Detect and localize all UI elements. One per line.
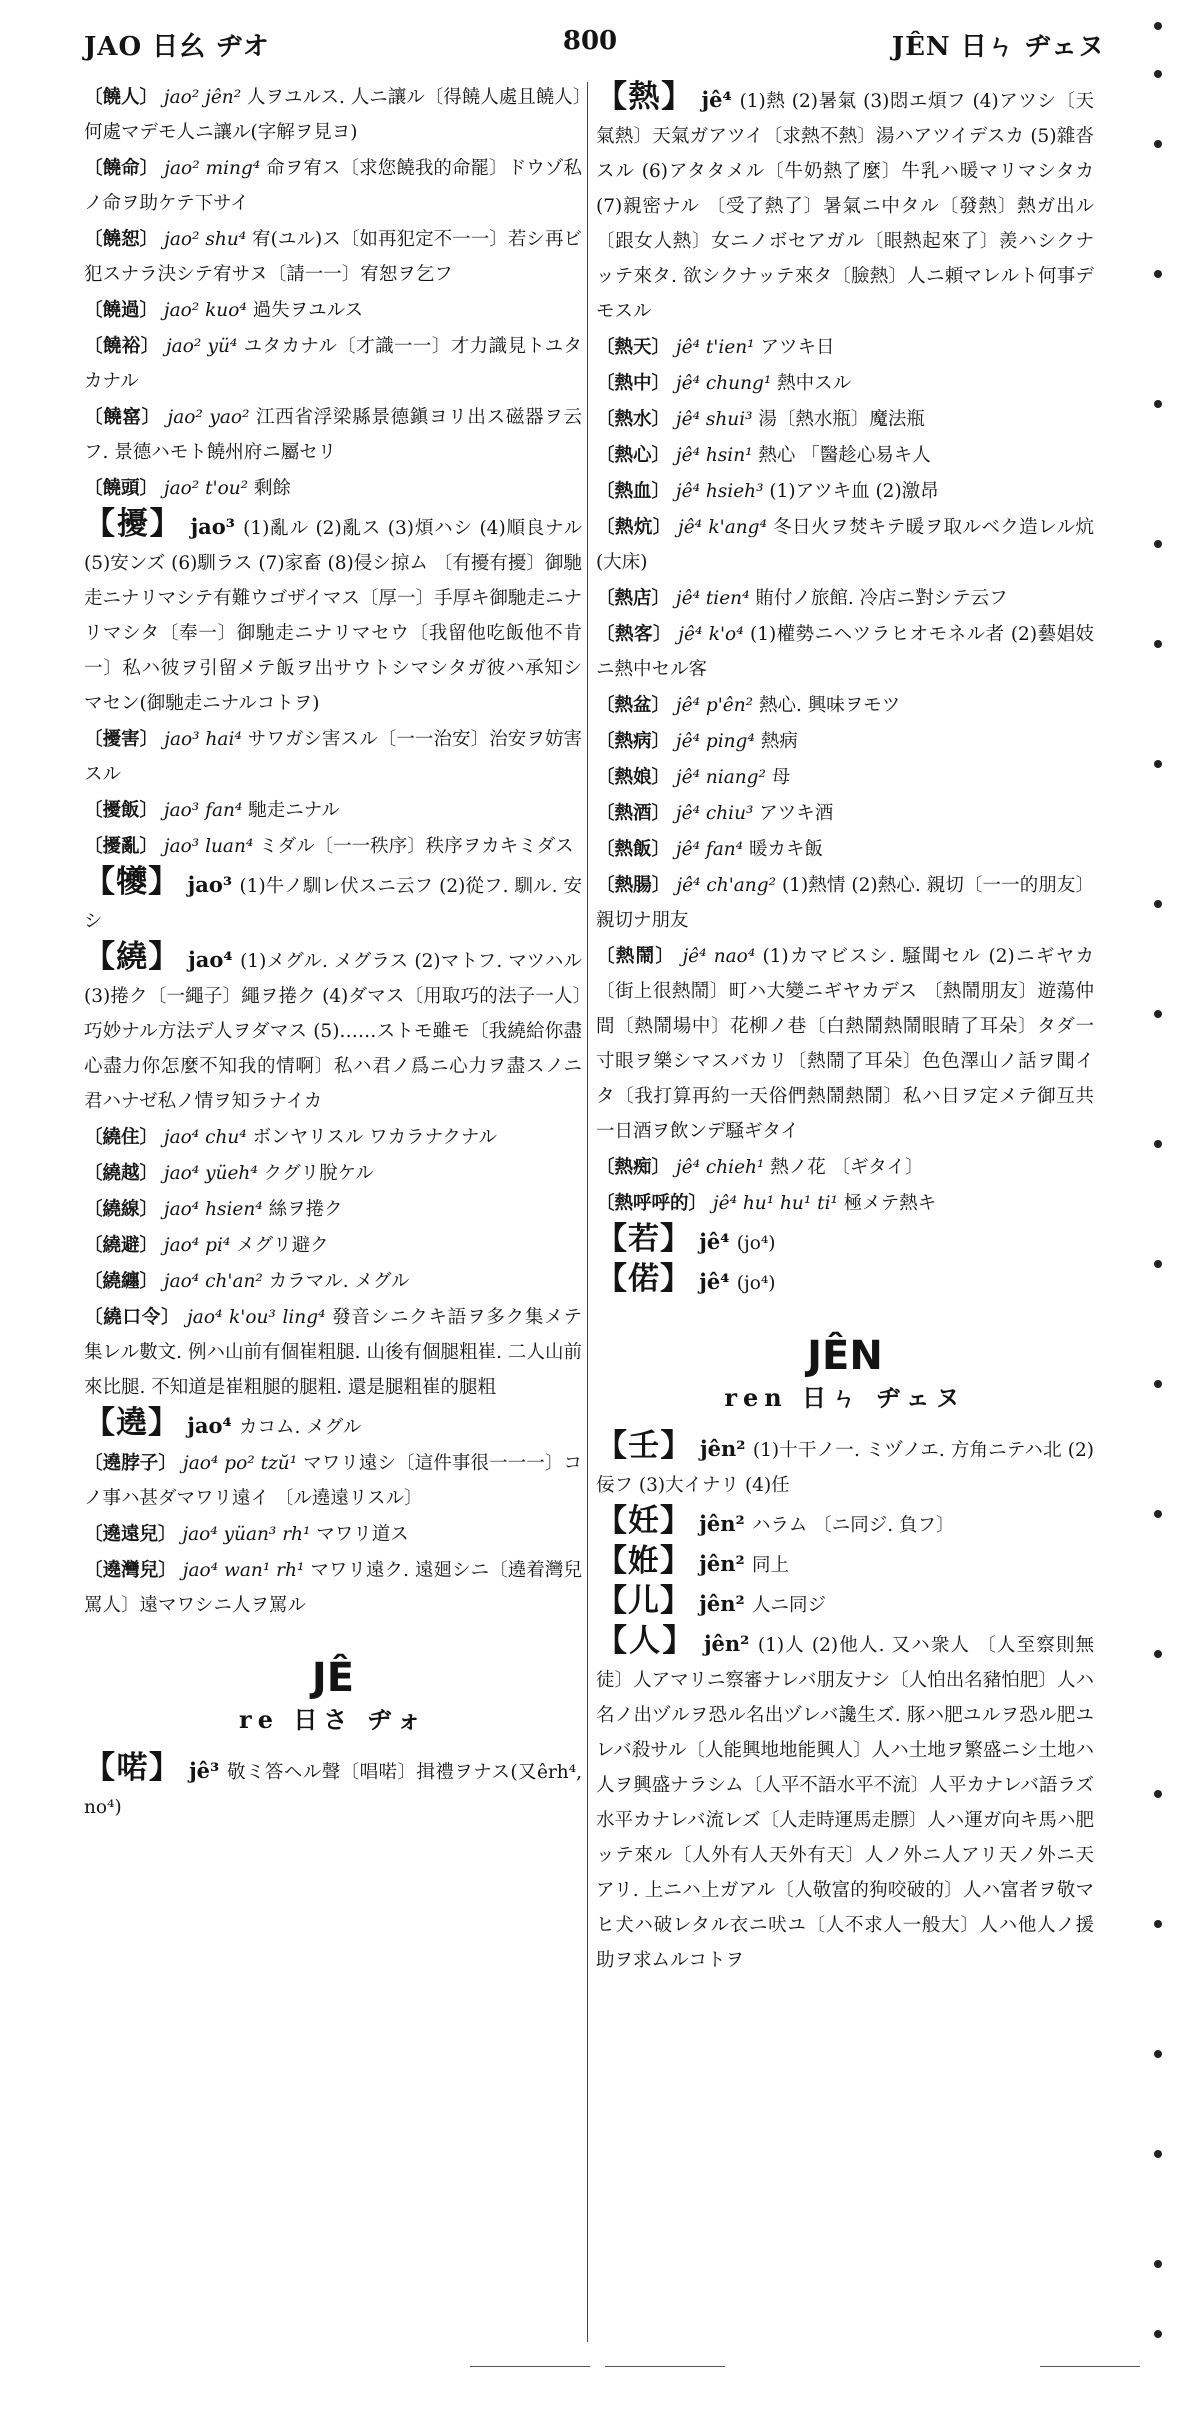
entry-definition: ハラム 〔ニ同ジ. 負フ〕 (752, 1515, 955, 1536)
entry-headword: 〔繞線〕 (84, 1199, 159, 1220)
entry-definition: 熱心 「醫趁心易キ人 (758, 445, 931, 466)
page-margin-specks (1146, 0, 1176, 2409)
dictionary-entry (84, 471, 582, 506)
entry-romanization: jao⁴ pi⁴ (158, 1235, 237, 1256)
margin-speck (1154, 1510, 1162, 1518)
entry-definition: カコム. メグル (239, 1417, 362, 1438)
entry-romanization: jao² jên² (158, 87, 247, 108)
entry-definition: 敬ミ答ヘル聲〔唱喏〕揖禮ヲナス(又êrh⁴, no⁴) (84, 1762, 583, 1818)
entry-headword: 【儿】 (596, 1583, 692, 1619)
entry-definition: (1)人 (2)他人. 又ハ衆人 〔人至察則無徒〕人アマリニ察審ナレバ朋友ナシ〔人怕出名豬怕肥〕人ハ名ノ出ヅルヲ恐ル名出ヅレバ讒生ズ. 豚ハ肥ユルヲ恐ル肥ユレバ殺サル〔人能興地地能興人〕人ハ土地ヲ繁盛ニシ土地ハ人ヲ興盛ナラシム〔人平不語水平不流〕人平カナレバ語ラズ水平カナレバ流レズ〔人走時運馬走膘〕人ハ運ガ向キ馬ハ肥ッテ來ル〔人外有人天外有天〕人ノ外ニ人アリ天ノ外ニ天アリ. 上ニハ上ガアル〔人敬富的狗咬破的〕人ハ富者ヲ敬マヒ犬ハ破レタル衣ニ吠ユ〔人不求人一般大〕人ハ他人ノ援助ヲ求ムルコトヲ (596, 1635, 1095, 1971)
entry-definition: (jo⁴) (736, 1273, 776, 1294)
entry-definition: (jo⁴) (736, 1233, 776, 1254)
margin-speck (1154, 70, 1162, 78)
entry-headword: 〔熱天〕 (596, 337, 671, 358)
bottom-rule (1040, 2366, 1140, 2367)
dictionary-entry (596, 330, 1094, 365)
margin-speck (1154, 2050, 1162, 2058)
dictionary-entry (84, 1228, 582, 1263)
entry-headword: 【壬】 (596, 1428, 693, 1464)
column-divider (587, 82, 588, 2342)
entry-definition: マワリ遠シ〔這件事很一一一〕コノ事ハ甚ダマワリ遠イ 〔ル遶遠リスル〕 (84, 1453, 582, 1509)
dictionary-entry (84, 829, 582, 864)
entry-definition: アツキ酒 (759, 803, 834, 824)
running-head-right: JÊN 日ㄣ ヂェヌ (891, 32, 1105, 62)
dictionary-entry (596, 760, 1094, 795)
entry-definition: 人ニ同ジ (752, 1595, 827, 1616)
bottom-rule (605, 2366, 725, 2367)
dictionary-entry (596, 1584, 1094, 1623)
entry-definition: 絲ヲ捲ク (268, 1199, 343, 1220)
entry-romanization: jê⁴ shui³ (670, 409, 759, 430)
margin-speck (1154, 900, 1162, 908)
entry-romanization: jao³ fan⁴ (158, 800, 249, 821)
entry-definition: マワリ道ス (316, 1524, 409, 1545)
entry-definition: アツキ日 (760, 337, 835, 358)
entry-headword: 〔繞住〕 (84, 1127, 159, 1148)
entry-headword: 〔熱病〕 (596, 731, 671, 752)
entry-definition: 熱中スル (777, 373, 852, 394)
entry-headword: 〔熱血〕 (596, 481, 671, 502)
entry-headword: 〔熱腸〕 (596, 875, 671, 896)
margin-speck (1154, 2150, 1162, 2158)
dictionary-entry (596, 1544, 1094, 1583)
page-number: 800 (562, 26, 618, 56)
dictionary-entry (84, 329, 582, 399)
entry-romanization: jao⁴ k'ou³ ling⁴ (180, 1307, 333, 1328)
entry-definition: 過失ヲユルス (252, 300, 364, 321)
margin-speck (1154, 1650, 1162, 1658)
dictionary-entry (596, 80, 1094, 329)
entry-romanization: jê⁴ chiu³ (670, 803, 760, 824)
entry-headword: 〔熱娘〕 (596, 767, 671, 788)
entry-romanization: jao⁴ (180, 947, 241, 972)
entry-romanization: jê⁴ (693, 87, 740, 112)
entry-romanization: jê⁴ p'ên² (670, 695, 759, 716)
entry-definition: (1)アツキ血 (2)激昂 (769, 481, 939, 502)
entry-headword: 〔擾飯〕 (84, 800, 159, 821)
entry-headword: 〔饒恕〕 (84, 229, 159, 250)
dictionary-entry (596, 724, 1094, 759)
entry-romanization: jê⁴ nao⁴ (675, 946, 763, 967)
dictionary-entry (596, 1186, 1094, 1221)
entry-definition: ボンヤリスル ワカラナクナル (252, 1127, 497, 1148)
dictionary-entry (596, 868, 1094, 938)
entry-definition: (1)權勢ニヘツラヒオモネル者 (2)藝娼妓ニ熱中セル客 (596, 624, 1094, 680)
dictionary-entry (84, 722, 582, 792)
dictionary-entry (84, 1156, 582, 1191)
entry-romanization: jên² (695, 1631, 758, 1656)
entry-headword: 〔熱飯〕 (596, 839, 671, 860)
entry-romanization: jê⁴ tien⁴ (670, 588, 756, 609)
right-column (596, 80, 1094, 1979)
entry-headword: 【姙】 (596, 1543, 692, 1579)
entry-romanization: jao⁴ wan¹ rh¹ (176, 1560, 311, 1581)
entry-headword: 〔繞避〕 (84, 1235, 159, 1256)
dictionary-entry (596, 832, 1094, 867)
entry-romanization: jao⁴ po² tzŭ¹ (176, 1453, 304, 1474)
left-tail-entries (84, 1751, 582, 1825)
margin-speck (1154, 1790, 1162, 1798)
entry-headword: 【熱】 (596, 79, 694, 115)
entry-romanization: jao² kuo⁴ (158, 300, 253, 321)
dictionary-entry (596, 474, 1094, 509)
entry-romanization: jao⁴ chu⁴ (158, 1127, 253, 1148)
margin-speck (1154, 760, 1162, 768)
right-entries (596, 80, 1094, 1301)
dictionary-entry (84, 1406, 582, 1445)
entry-headword: 〔熱呼呼的〕 (596, 1193, 708, 1214)
dictionary-entry (596, 1429, 1094, 1503)
entry-headword: 【偌】 (596, 1261, 692, 1297)
entry-romanization: jao² yü⁴ (159, 336, 244, 357)
section-title: JÊ (311, 1655, 355, 1701)
margin-speck (1154, 1260, 1162, 1268)
margin-speck (1154, 140, 1162, 148)
entry-romanization: jê⁴ niang² (670, 767, 772, 788)
entry-romanization: jê⁴ (692, 1229, 737, 1254)
bottom-rule (470, 2366, 590, 2367)
entry-definition: (1)メグル. メグラス (2)マトフ. マツハル (3)捲ク〔一繩子〕繩ヲ捲ク (4)ダマス〔用取巧的法子一人〕巧妙ナル方法デ人ヲダマス (5)……ストモ雖モ〔我繞給你盡心盡力你怎麼不知我的情啊〕私ハ君ノ爲ニ心力ヲ盡スノニ君ハナゼ私ノ情ヲ知ラナイカ (84, 951, 582, 1112)
entry-headword: 〔饒命〕 (84, 158, 159, 179)
margin-speck (1154, 1920, 1162, 1928)
entry-definition: クグリ脫ケル (263, 1163, 374, 1184)
entry-romanization: jao² ming⁴ (158, 158, 267, 179)
dictionary-entry (84, 151, 582, 221)
dictionary-entry (596, 510, 1094, 580)
entry-romanization: jê³ (181, 1758, 227, 1783)
entry-romanization: jao² yao² (160, 407, 257, 428)
entry-romanization: jê⁴ ch'ang² (670, 875, 782, 896)
entry-headword: 〔饒裕〕 (84, 336, 160, 357)
entry-definition: マワリ遠ク. 遠廻シニ〔遶着灣兒罵人〕遠マワシニ人ヲ罵ル (84, 1560, 582, 1616)
section-heading-je (84, 1653, 582, 1737)
entry-headword: 〔繞越〕 (84, 1163, 159, 1184)
entry-headword: 〔饒人〕 (84, 87, 159, 108)
dictionary-entry (596, 939, 1094, 1149)
entry-headword: 〔繞口令〕 (84, 1307, 181, 1328)
entry-definition: (1)牛ノ馴レ伏スニ云フ (2)從フ. 馴ル. 安シ (84, 876, 582, 932)
left-column (84, 80, 582, 1826)
dictionary-entry (596, 688, 1094, 723)
dictionary-entry (596, 1504, 1094, 1543)
dictionary-entry (84, 507, 582, 721)
entry-romanization: jao⁴ hsien⁴ (158, 1199, 269, 1220)
entry-definition: 江西省浮梁縣景德鎭ヨリ出ス磁器ヲ云フ. 景德ハモト饒州府ニ屬セリ (84, 407, 582, 463)
entry-romanization: jao² shu⁴ (158, 229, 253, 250)
section-title: JÊN (807, 1333, 883, 1379)
dictionary-entry (596, 1624, 1094, 1978)
entry-headword: 【擾】 (84, 506, 183, 542)
entry-definition: 宥(ユル)ス〔如再犯定不一一〕若シ再ビ犯スナラ決シテ宥サヌ〔請一一〕宥恕ヲ乞フ (84, 229, 582, 285)
dictionary-entry (84, 1553, 582, 1623)
dictionary-entry (596, 1150, 1094, 1185)
entry-romanization: jao⁴ yüan³ rh¹ (176, 1524, 317, 1545)
margin-speck (1154, 540, 1162, 548)
entry-definition: 同上 (752, 1555, 790, 1576)
dictionary-entry (596, 402, 1094, 437)
entry-headword: 〔繞纏〕 (84, 1271, 159, 1292)
entry-headword: 〔熱酒〕 (596, 803, 671, 824)
entry-romanization: jao⁴ ch'an² (158, 1271, 269, 1292)
entry-definition: ユタカナル〔才識一一〕才力識見トユタカナル (84, 336, 582, 392)
dictionary-entry (596, 438, 1094, 473)
page-header (0, 0, 1181, 70)
dictionary-entry (84, 865, 582, 939)
entry-romanization: jên² (692, 1551, 753, 1576)
entry-romanization: jao³ luan⁴ (158, 836, 260, 857)
left-entries (84, 80, 582, 1623)
entry-headword: 〔遶遠兒〕 (84, 1524, 177, 1545)
margin-speck (1154, 2260, 1162, 2268)
margin-speck (1154, 1380, 1162, 1388)
entry-headword: 〔熱痴〕 (596, 1157, 671, 1178)
entry-definition: 極メテ熱キ (843, 1193, 937, 1214)
entry-romanization: jao³ (180, 872, 240, 897)
entry-headword: 〔熱盆〕 (596, 695, 671, 716)
entry-romanization: jao³ hai⁴ (158, 729, 248, 750)
entry-headword: 〔擾害〕 (84, 729, 159, 750)
entry-romanization: jên² (692, 1591, 753, 1616)
dictionary-entry (84, 293, 582, 328)
dictionary-entry (84, 793, 582, 828)
entry-headword: 〔熱心〕 (596, 445, 671, 466)
entry-romanization: jê⁴ k'ang⁴ (671, 517, 774, 538)
entry-definition: 剩餘 (253, 478, 291, 499)
entry-headword: 〔熱水〕 (596, 409, 671, 430)
entry-headword: 【喏】 (84, 1750, 182, 1786)
entry-definition: ミダル〔一一秩序〕秩序ヲカキミダス (259, 836, 574, 857)
entry-romanization: jao⁴ yüeh⁴ (158, 1163, 264, 1184)
entry-romanization: jên² (692, 1436, 753, 1461)
entry-romanization: jao³ (182, 514, 244, 539)
dictionary-entry (84, 1192, 582, 1227)
entry-headword: 〔遶灣兒〕 (84, 1560, 177, 1581)
entry-romanization: jê⁴ hsin¹ (670, 445, 759, 466)
entry-headword: 〔熱炕〕 (596, 517, 672, 538)
dictionary-entry (596, 366, 1094, 401)
entry-definition: 母 (771, 767, 791, 788)
entry-definition: 熱心. 興味ヲモツ (758, 695, 901, 716)
section-subtitle: ren 日ㄣ ヂェヌ (724, 1383, 966, 1412)
margin-speck (1154, 2330, 1162, 2338)
entry-definition: (1)熱 (2)暑氣 (3)悶エ煩フ (4)アツシ〔天氣熱〕天氣ガアツイ〔求熱不熱〕湯ハアツイデスカ (5)雜沓スル (6)アタタメル〔牛奶熱了麼〕牛乳ハ暖マリマシタカ (7)親密ナル 〔受了熱了〕暑氣ニ中タル〔發熱〕熱ガ出ル〔跟女人熱〕女ニノボセアガル〔眼熱起來了〕羨ハシクナッテ來タ. 欲シクナッテ來タ〔臉熱〕人ニ頼マレルト何事デモスル (596, 91, 1095, 322)
entry-headword: 【繞】 (84, 939, 181, 975)
entry-headword: 〔熱中〕 (596, 373, 671, 394)
entry-definition: 暖カキ飯 (748, 839, 823, 860)
entry-definition: (1)カマビスシ. 騒聞セル (2)ニギヤカ〔街上很熱鬧〕町ハ大變ニギヤカデス 〔熱鬧朋友〕遊蕩仲間〔熱鬧場中〕花柳ノ巷〔白熱鬧熱鬧眼睛了耳朵〕タダ一寸眼ヲ樂シマスバカリ〔熱鬧了耳朵〕色色澤山ノ話ヲ聞イタ〔我打算再約一天俗們熱鬧熱鬧〕私ハ日ヲ定メテ御互共一日酒ヲ飲ンデ騒ギタイ (596, 946, 1094, 1142)
dictionary-entry (84, 222, 582, 292)
margin-speck (1154, 1140, 1162, 1148)
entry-definition: メグリ避ク (236, 1235, 329, 1256)
entry-headword: 〔熱店〕 (596, 588, 671, 609)
entry-headword: 【遶】 (84, 1405, 180, 1441)
entry-headword: 〔饒頭〕 (84, 478, 159, 499)
entry-headword: 〔擾亂〕 (84, 836, 159, 857)
dictionary-entry (596, 1262, 1094, 1301)
entry-romanization: jê⁴ chieh¹ (670, 1157, 771, 1178)
dictionary-entry (84, 1120, 582, 1155)
dictionary-entry (84, 1517, 582, 1552)
entry-definition: 發音シニクキ語ヲ多ク集メテ集レル數文. 例ハ山前有個崔粗腿. 山後有個腿粗崔. 二人山前來比腿. 不知道是崔粗腿的腿粗. 還是腿粗崔的腿粗 (84, 1307, 582, 1398)
entry-headword: 【人】 (596, 1623, 696, 1659)
entry-romanization: jê⁴ hsieh³ (670, 481, 770, 502)
entry-definition: (1)十干ノ一. ミヅノエ. 方角ニテハ北 (2)佞フ (3)大イナリ (4)任 (596, 1440, 1095, 1496)
entry-definition: 熱ノ花 〔ギタイ〕 (770, 1157, 924, 1178)
entry-headword: 〔熱鬧〕 (596, 946, 676, 967)
margin-speck (1154, 400, 1162, 408)
entry-definition: サワガシ害スル〔一一治安〕治安ヲ妨害スル (84, 729, 582, 785)
section-heading-jen (596, 1331, 1094, 1415)
entry-romanization: jê⁴ fan⁴ (670, 839, 749, 860)
entry-definition: (1)亂ル (2)亂ス (3)煩ハシ (4)順良ナル (5)安ンズ (6)馴ラス (7)家畜 (8)侵シ掠ム 〔有擾有擾〕御馳走ニナリマシテ有難ウゴザイマス〔厚一〕手厚キ御馳走ニナリマシタ〔奉一〕御馳走ニナリマセウ〔我留他吃飯他不肯一〕私ハ彼ヲ引留メテ飯ヲ出サウトシマシタガ彼ハ承知シマセン(御馳走ニナルコトヲ) (84, 518, 583, 714)
entry-headword: 【妊】 (596, 1503, 692, 1539)
running-head-left: JAO 日幺 ヂオ (84, 32, 270, 62)
entry-headword: 〔饒窰〕 (84, 407, 161, 428)
dictionary-entry (84, 80, 582, 150)
dictionary-entry (596, 1222, 1094, 1261)
section-subtitle: re 日さ ヂォ (239, 1705, 427, 1734)
entry-romanization: jao⁴ (180, 1413, 240, 1438)
entry-headword: 【犪】 (84, 864, 181, 900)
dictionary-entry (596, 796, 1094, 831)
margin-speck (1154, 22, 1162, 30)
entry-romanization: jê⁴ k'o⁴ (671, 624, 750, 645)
entry-romanization: jao² t'ou² (158, 478, 254, 499)
entry-definition: 人ヲユルス. 人ニ讓ル〔得饒人處且饒人〕何處マデモ人ニ讓ル(字解ヲ見ヨ) (84, 87, 582, 143)
entry-romanization: jên² (692, 1511, 753, 1536)
entry-headword: 〔饒過〕 (84, 300, 159, 321)
entry-romanization: jê⁴ (692, 1269, 737, 1294)
dictionary-entry (596, 617, 1094, 687)
dictionary-entry (84, 1300, 582, 1405)
entry-definition: 賄付ノ旅館. 冷店ニ對シテ云フ (755, 588, 1008, 609)
entry-definition: 馳走ニナル (248, 800, 340, 821)
entry-romanization: jê⁴ ping⁴ (670, 731, 761, 752)
entry-definition: 冬日火ヲ焚キテ暖ヲ取ルベク造レル炕(大床) (596, 517, 1094, 573)
entry-headword: 〔遶脖子〕 (84, 1453, 177, 1474)
entry-definition: 命ヲ宥ス〔求您饒我的命罷〕ドウゾ私ノ命ヲ助ケテ下サイ (84, 158, 582, 214)
dictionary-entry (84, 1751, 582, 1825)
entry-definition: 熱病 (760, 731, 798, 752)
dictionary-entry (84, 1446, 582, 1516)
entry-romanization: jê⁴ t'ien¹ (670, 337, 761, 358)
dictionary-entry (84, 400, 582, 470)
entry-definition: カラマル. メグル (268, 1271, 410, 1292)
entry-romanization: jê⁴ hu¹ hu¹ ti¹ (707, 1193, 844, 1214)
entry-romanization: jê⁴ chung¹ (670, 373, 778, 394)
margin-speck (1154, 270, 1162, 278)
dictionary-entry (84, 1264, 582, 1299)
margin-speck (1154, 640, 1162, 648)
entry-headword: 〔熱客〕 (596, 624, 672, 645)
entry-headword: 【若】 (596, 1221, 692, 1257)
entry-definition: 湯〔熱水瓶〕魔法瓶 (758, 409, 925, 430)
dictionary-entry (596, 581, 1094, 616)
right-tail-entries (596, 1429, 1094, 1978)
entry-definition: (1)熱情 (2)熱心. 親切〔一一的朋友〕親切ナ朋友 (596, 875, 1094, 931)
dictionary-entry (84, 940, 582, 1119)
margin-speck (1154, 1010, 1162, 1018)
